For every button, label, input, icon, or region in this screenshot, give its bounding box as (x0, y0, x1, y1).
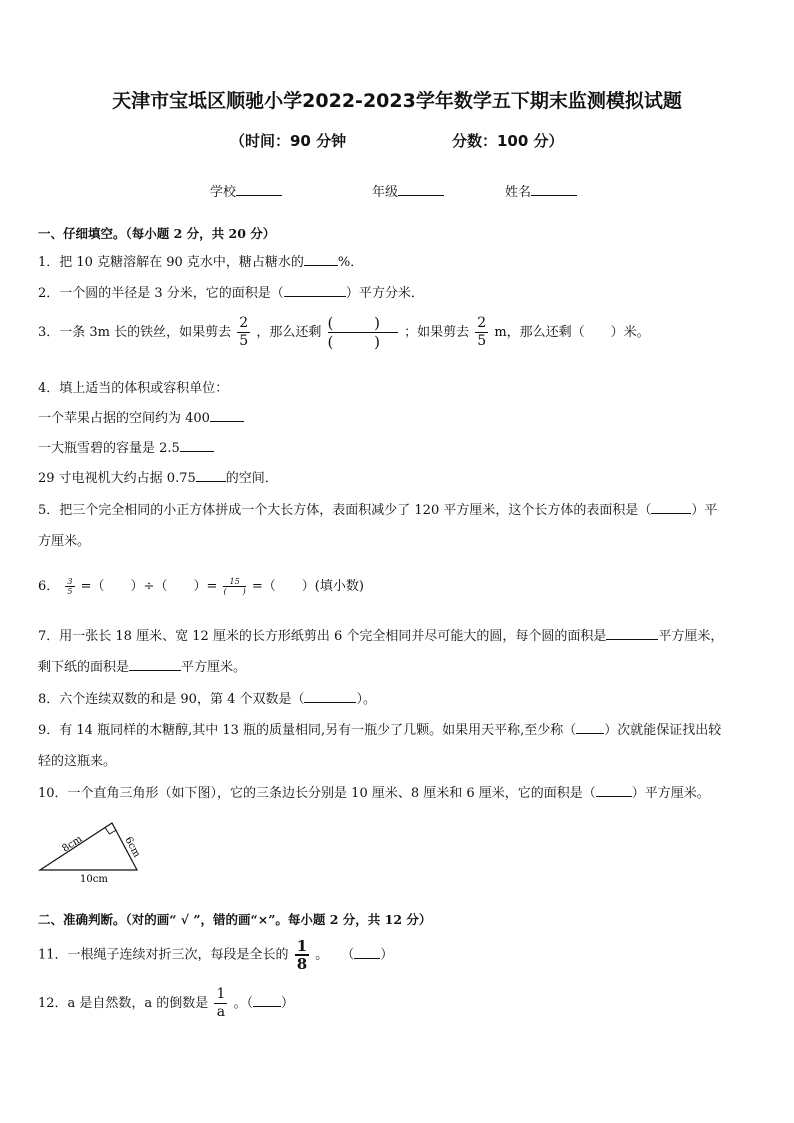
q12-fraction: $\frac{1}{a}$ (216, 986, 226, 1020)
q4-l3-suffix: 的空间． (225, 471, 278, 486)
q8-text: 8．六个连续双数的和是 90，第 4 个双数是（ (38, 692, 305, 707)
q11-text: 11．一根绳子连续对折三次，每段是全长的 (38, 947, 289, 963)
name-label: 姓名 (505, 185, 532, 200)
q3-fraction-1: $\frac{2}{5}$ (239, 315, 249, 349)
question-8 (38, 688, 376, 707)
question-4-line-1 (38, 407, 244, 426)
question-2 (38, 282, 424, 301)
q3-blank-fraction[interactable]: $\frac{( )}{( )}$ (327, 314, 398, 351)
grade-field[interactable] (372, 181, 444, 200)
q4-l2-blank[interactable] (180, 439, 214, 452)
q11-blank[interactable] (354, 946, 380, 959)
q11-suffix: ） (380, 947, 394, 963)
question-4-line-2 (38, 437, 214, 456)
q2-suffix: ）平方分米． (345, 286, 424, 301)
question-4-line-3 (38, 467, 278, 486)
q11-text-b: 。 （ (315, 947, 355, 963)
q5-blank[interactable] (651, 501, 691, 514)
q6-fraction-2[interactable]: $\frac{15}{( )}$ (223, 577, 246, 596)
q10-suffix: ）平方厘米。 (631, 786, 710, 801)
q7-text-c: 剩下纸的面积是 (38, 660, 130, 675)
q12-suffix: ） (281, 996, 295, 1011)
question-12 (38, 986, 294, 1021)
q1-blank[interactable] (304, 253, 338, 266)
school-field[interactable] (210, 181, 282, 200)
exam-score: 分数：100 分） (452, 132, 564, 150)
question-6 (38, 575, 364, 596)
q3-fraction-2: $\frac{2}{5}$ (477, 315, 487, 349)
q6-text-b: =（ ）÷（ ）= (80, 579, 218, 594)
q10-text: 10．一个直角三角形（如下图），它的三条边长分别是 10 厘米、8 厘米和 6 厘米，它的面积是（ (38, 786, 596, 801)
q2-blank[interactable] (284, 284, 346, 297)
q4-l1-blank[interactable] (210, 409, 244, 422)
label-6cm: 6cm (122, 835, 143, 860)
exam-time: （时间：90 分钟 (230, 132, 347, 150)
question-7 (38, 625, 723, 644)
q5-text: 5．把三个完全相同的小正方体拼成一个大长方体，表面积减少了 120 平方厘米，这个长方体的表面积是（ (38, 503, 652, 518)
q7-blank-1[interactable] (606, 627, 658, 640)
q7-blank-2[interactable] (129, 658, 181, 671)
q7-text: 7．用一张长 18 厘米、宽 12 厘米的长方形纸剪出 6 个完全相同并尽可能大的圆，每个圆的面积是 (38, 629, 607, 644)
q3-text: 3．一条 3m 长的铁丝，如果剪去 (38, 325, 232, 340)
q3-text-b: ，那么还剩 (256, 325, 322, 340)
question-10 (38, 782, 710, 801)
question-11 (38, 938, 393, 972)
question-7-cont (38, 656, 246, 675)
q12-text: 12．a 是自然数，a 的倒数是 (38, 996, 209, 1011)
q2-text: 2．一个圆的半径是 3 分米，它的面积是（ (38, 286, 284, 301)
question-3 (38, 314, 650, 351)
section2-heading: 二、准确判断。（对的画“ √ ”，错的画“×”。每小题 2 分，共 12 分） (38, 912, 432, 927)
q4-l2-text: 一大瓶雪碧的容量是 2.5 (38, 441, 180, 456)
question-1 (38, 251, 363, 270)
school-label: 学校 (210, 185, 237, 200)
q5-suffix: ）平 (691, 503, 718, 518)
page-title: 天津市宝坻区顺驰小学2022-2023学年数学五下期末监测模拟试题 (112, 90, 682, 112)
q6-text-c: =（ ）(填小数) (251, 579, 364, 594)
q12-blank[interactable] (253, 994, 281, 1007)
q6-fraction-1: $\frac{3}{5}$ (67, 577, 73, 596)
q1-suffix: %． (337, 255, 364, 270)
q7-text-b: 平方厘米， (658, 629, 724, 644)
triangle-shape (40, 823, 137, 870)
label-10cm: 10cm (80, 874, 108, 885)
q4-l1-text: 一个苹果占据的空间约为 400 (38, 411, 210, 426)
q4-l3-blank[interactable] (196, 469, 226, 482)
section1-heading: 一、仔细填空。（每小题 2 分，共 20 分） (38, 226, 276, 241)
question-4-heading: 4．填上适当的体积或容积单位： (38, 381, 229, 396)
q3-text-d: m，那么还剩（ ）米。 (494, 325, 650, 340)
q8-suffix: ）。 (356, 692, 376, 707)
q12-text-b: 。（ (233, 996, 254, 1011)
q1-text: 1．把 10 克糖溶解在 90 克水中，糖占糖水的 (38, 255, 304, 270)
question-5-cont: 方厘米。 (38, 534, 91, 549)
question-9 (38, 719, 721, 738)
name-blank[interactable] (531, 183, 577, 196)
grade-blank[interactable] (398, 183, 444, 196)
q7-text-d: 平方厘米。 (181, 660, 247, 675)
question-9-cont: 轻的这瓶来。 (38, 754, 117, 769)
q9-text: 9．有 14 瓶同样的木糖醇,其中 13 瓶的质量相同,另有一瓶少了几颗。如果用天平称,至少称（ (38, 723, 577, 738)
q8-blank[interactable] (304, 690, 356, 703)
name-field[interactable] (505, 181, 577, 200)
question-5 (38, 499, 717, 518)
q6-text: 6． (38, 579, 60, 594)
grade-label: 年级 (372, 185, 399, 200)
q10-blank[interactable] (596, 784, 632, 797)
q9-suffix: ）次就能保证找出较 (604, 723, 722, 738)
q9-blank[interactable] (576, 721, 604, 734)
q3-text-c: ；如果剪去 (404, 325, 470, 340)
q4-l3-text: 29 寸电视机大约占据 0.75 (38, 471, 196, 486)
school-blank[interactable] (236, 183, 282, 196)
q11-fraction: $\frac{1}{8}$ (296, 937, 308, 973)
label-8cm: 8cm (60, 833, 85, 855)
right-triangle-figure (32, 815, 152, 885)
